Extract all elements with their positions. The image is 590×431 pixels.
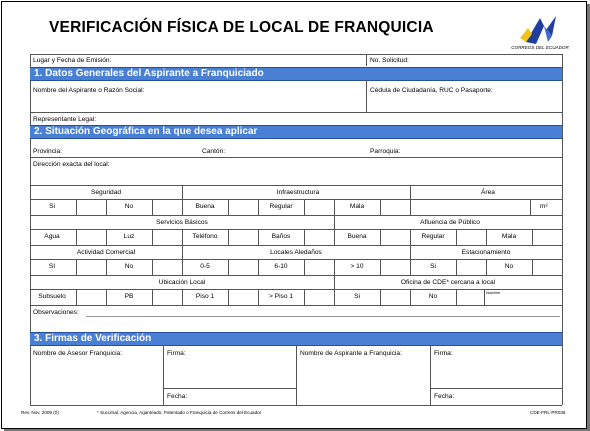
aledanos-6-10: 6-10 — [274, 263, 288, 270]
representante-label: Representante Legal: — [33, 116, 97, 123]
actividad-si: SI — [48, 263, 56, 270]
fecha-emision-label: Lugar y Fecha de Emisión: — [33, 57, 112, 64]
actividad-title: Actividad Comercial — [76, 249, 136, 256]
oficina-nombre: Nombre — [486, 290, 501, 295]
aledanos-mas-10: > 10 — [350, 263, 364, 270]
form-page — [1, 1, 587, 429]
infra-buena: Buena — [195, 203, 215, 210]
seguridad-si: Si — [49, 203, 55, 210]
infra-mala: Mala — [349, 203, 365, 210]
aspirante-label: Nombre de Aspirante a Franquicia: — [300, 350, 402, 357]
observaciones-label: Observaciones: — [33, 309, 79, 316]
section-2-header: 2. Situación Geográfica en la que desea aplicar — [30, 125, 562, 139]
direccion-label: Dirección exacta del local: — [33, 161, 110, 168]
estacionamiento-no: No — [504, 263, 514, 270]
ubicacion-subsuelo: Subsuelo — [38, 293, 66, 300]
section-3-header: 3. Firmas de Verificación — [30, 332, 562, 346]
ubicacion-title: Ubicación Local — [158, 279, 206, 286]
afluencia-mala: Mala — [501, 233, 517, 240]
servicio-telefono: Teléfono — [192, 233, 218, 240]
area-title: Área — [481, 189, 495, 196]
form-grid — [30, 54, 562, 405]
servicio-luz: Luz — [123, 233, 135, 240]
logo-bird-icon — [500, 14, 580, 46]
servicio-agua: Agua — [44, 233, 60, 240]
infra-regular: Regular — [269, 203, 293, 210]
seguridad-no: No — [124, 203, 134, 210]
ubicacion-mayor-piso-1: > Piso 1 — [268, 293, 294, 300]
asesor-label: Nombre de Asesor Franquicia: — [33, 350, 123, 357]
provincia-label: Provincia: — [33, 148, 62, 155]
afluencia-buena: Buena — [347, 233, 367, 240]
estacionamiento-si: Si — [430, 263, 436, 270]
asesor-fecha-label: Fecha: — [167, 393, 188, 400]
cedula-label: Cédula de Ciudadanía, RUC o Pasaporte: — [370, 87, 493, 94]
ubicacion-piso-1: Piso 1 — [195, 293, 215, 300]
aspirante-fecha-label: Fecha: — [434, 393, 455, 400]
area-unit: m² — [540, 203, 548, 210]
oficina-no: No — [428, 293, 438, 300]
form-title: VERIFICACIÓN FÍSICA DE LOCAL DE FRANQUICIA — [49, 19, 434, 36]
estacionamiento-title: Estacionamiento — [461, 249, 511, 256]
footer-note: * Sucursal, Agencia, Aganteado, Patentado o Franquicia de Correos del Ecuador — [97, 410, 262, 415]
asesor-firma-label: Firma: — [167, 350, 186, 357]
ubicacion-pb: PB — [124, 293, 134, 300]
parroquia-label: Parroquia: — [370, 148, 401, 155]
servicio-banos: Baños — [271, 233, 291, 240]
logo-text: CORREOS DEL ECUADOR — [511, 45, 569, 50]
aledanos-title: Locales Aledaños — [270, 249, 322, 256]
footer-code: CDE-FRL-PR036 — [530, 410, 566, 415]
actividad-no: No — [124, 263, 134, 270]
infraestructura-title: Infraestructura — [276, 189, 320, 196]
footer-rev: Rev. Nov. 2009 (0) — [21, 410, 59, 415]
aledanos-0-5: 0-5 — [200, 263, 210, 270]
afluencia-regular: Regular — [421, 233, 445, 240]
oficina-title: Oficina de CDE* cercana a local — [400, 279, 496, 286]
section-1-header: 1. Datos Generales del Aspirante a Franquiciado — [30, 67, 562, 81]
nombre-aspirante-label: Nombre del Aspirante o Razón Social: — [33, 87, 145, 94]
servicios-title: Servicios Básicos — [156, 219, 208, 226]
aspirante-firma-label: Firma: — [434, 350, 453, 357]
seguridad-title: Seguridad — [90, 189, 122, 196]
afluencia-title: Afluencia de Público — [420, 219, 480, 226]
oficina-si: Si — [354, 293, 360, 300]
solicitud-label: No. Solicitud: — [370, 57, 409, 64]
correos-logo — [500, 14, 580, 54]
canton-label: Cantón: — [202, 148, 226, 155]
